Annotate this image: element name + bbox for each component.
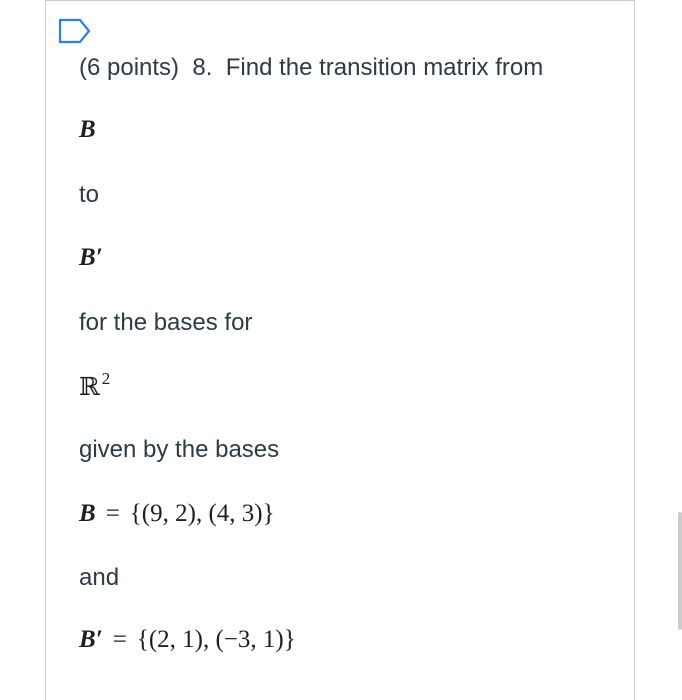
basis-from-symbol: B — [79, 116, 96, 143]
bookmark-flag-icon[interactable] — [58, 18, 92, 44]
space-exponent: 2 — [101, 369, 111, 388]
basis-b-lhs: B — [79, 500, 96, 527]
math-space — [79, 369, 111, 406]
points-label: (6 points) — [79, 54, 180, 81]
basis-to-symbol: B — [79, 244, 96, 271]
space-symbol: ℝ — [79, 374, 100, 401]
question-prompt: Find the transition matrix from — [225, 54, 544, 81]
equals-sign-2: = — [112, 626, 127, 653]
math-basis-b-definition — [79, 498, 275, 530]
to-word: to — [79, 181, 100, 208]
for-bases-text: for the bases for — [79, 309, 253, 336]
scrollbar-thumb[interactable] — [678, 512, 682, 630]
given-bases-text: given by the bases — [79, 436, 280, 463]
basis-b-set: {(9, 2), (4, 3)} — [129, 500, 275, 527]
math-basis-from — [79, 114, 96, 146]
math-basis-to — [79, 242, 103, 274]
question-header — [79, 53, 543, 83]
question-number: 8. — [192, 54, 213, 81]
basis-bprime-set: {(2, 1), (−3, 1)} — [136, 626, 296, 653]
basis-bprime-lhs: B — [79, 626, 96, 653]
basis-bprime-prime: ′ — [95, 626, 103, 653]
and-word: and — [79, 564, 120, 591]
prime-mark: ′ — [95, 244, 103, 271]
equals-sign: = — [105, 500, 120, 527]
question-card — [45, 0, 635, 700]
math-basis-bprime-definition — [79, 624, 296, 656]
